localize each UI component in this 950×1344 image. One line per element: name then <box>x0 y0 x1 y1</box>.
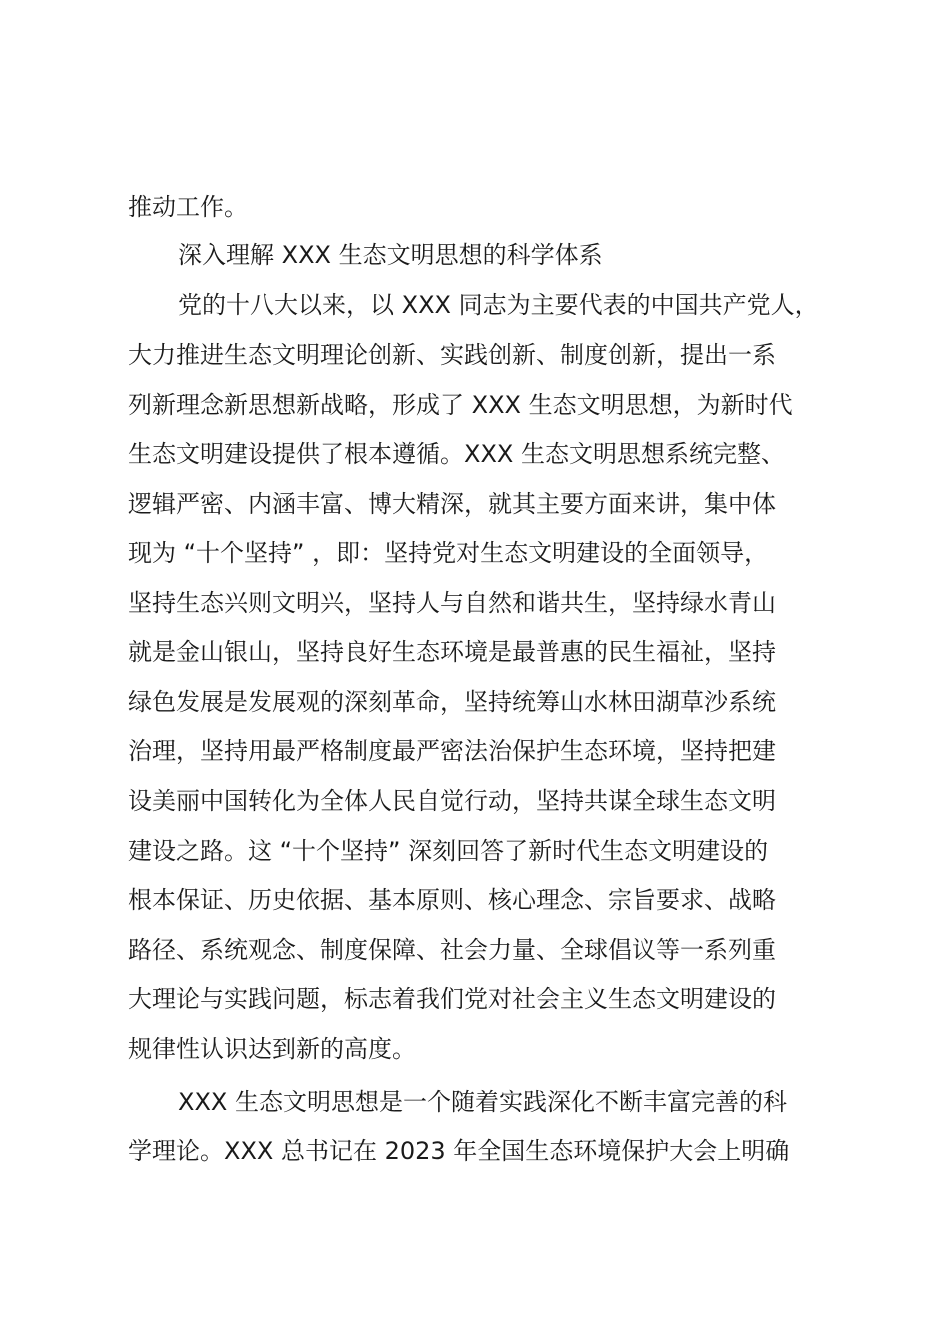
text-line: 设美丽中国转化为全体人民自觉行动，坚持共谋全球生态文明 <box>128 787 776 815</box>
text-line: 党的十八大以来，以 XXX 同志为主要代表的中国共产党人， <box>178 291 819 319</box>
section-heading: 深入理解 XXX 生态文明思想的科学体系 <box>178 241 603 269</box>
text-line: 现为 “十个坚持” ，即：坚持党对生态文明建设的全面领导， <box>128 539 769 567</box>
text-line: 生态文明建设提供了根本遵循。XXX 生态文明思想系统完整、 <box>128 440 785 468</box>
text-line: 就是金山银山，坚持良好生态环境是最普惠的民生福祉，坚持 <box>128 638 776 666</box>
text-line: 推动工作。 <box>128 193 248 221</box>
text-line: 列新理念新思想新战略，形成了 XXX 生态文明思想，为新时代 <box>128 391 793 419</box>
text-line: 绿色发展是发展观的深刻革命，坚持统筹山水林田湖草沙系统 <box>128 688 776 716</box>
text-line: 治理，坚持用最严格制度最严密法治保护生态环境，坚持把建 <box>128 737 776 765</box>
text-line: 坚持生态兴则文明兴，坚持人与自然和谐共生，坚持绿水青山 <box>128 589 776 617</box>
text-line: 大理论与实践问题，标志着我们党对社会主义生态文明建设的 <box>128 985 776 1013</box>
text-line: 建设之路。这 “十个坚持” 深刻回答了新时代生态文明建设的 <box>128 837 769 865</box>
text-line: 逻辑严密、内涵丰富、博大精深，就其主要方面来讲，集中体 <box>128 490 776 518</box>
text-line: XXX 生态文明思想是一个随着实践深化不断丰富完善的科 <box>178 1088 787 1116</box>
text-line: 路径、系统观念、制度保障、社会力量、全球倡议等一系列重 <box>128 936 776 964</box>
text-line: 根本保证、历史依据、基本原则、核心理念、宗旨要求、战略 <box>128 886 776 914</box>
text-line: 大力推进生态文明理论创新、实践创新、制度创新，提出一系 <box>128 341 776 369</box>
text-line: 学理论。XXX 总书记在 2023 年全国生态环境保护大会上明确 <box>128 1137 790 1165</box>
text-line: 规律性认识达到新的高度。 <box>128 1035 416 1063</box>
